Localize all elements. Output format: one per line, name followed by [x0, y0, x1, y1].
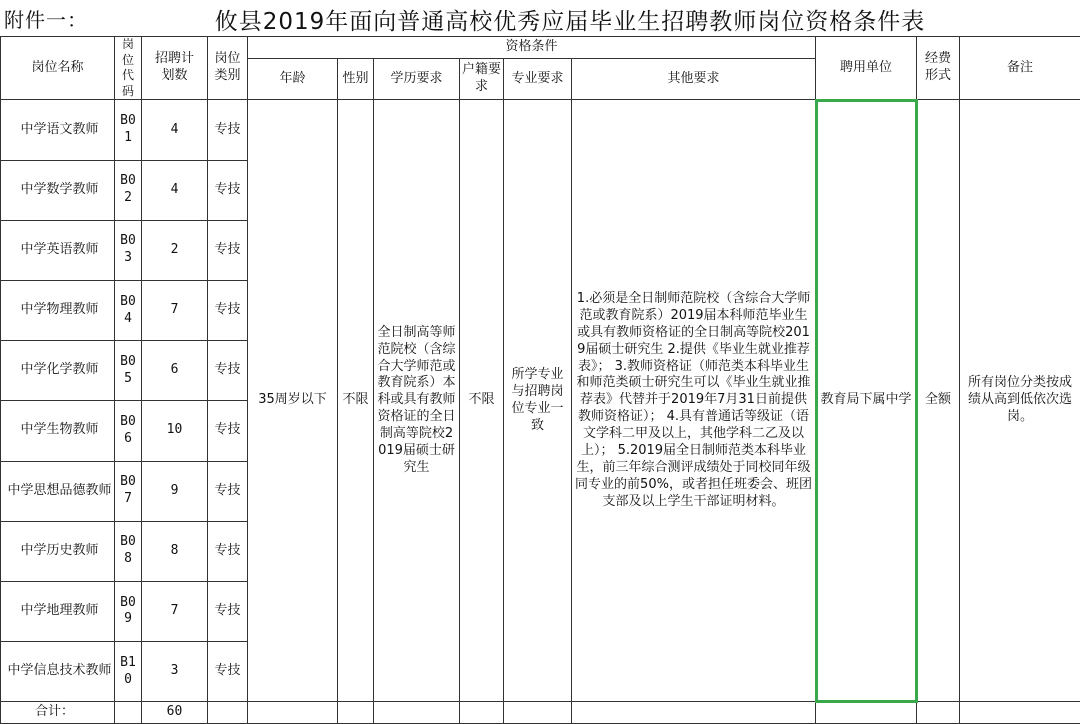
category-cell: 专技: [208, 642, 248, 702]
plan-count-cell: 4: [142, 160, 208, 220]
post-name-cell: 中学数学教师: [1, 160, 115, 220]
other-requirements-cell: 1.必须是全日制师范院校（含综合大学师范或教育院系）2019届本科师范毕业生或具有教师资格证的全日制高等院校2019届硕士研究生 2.提供《毕业生就业推荐表》； 3.教师资格证（师范类本科毕业生和师范类硕士研究生可以《毕业生就业推荐表》代替并于2019年7月31日前提供教师资格证）； 4.具有普通话等级证（语文学科二甲及以上，其他学科二乙及以上）； 5.2019届全日制师范类本科毕业生，前三年综合测评成绩处于同校同年级同专业的前50%，或者担任班委会、班团支部及以上学生干部证明材料。: [572, 100, 816, 702]
post-name-cell: 中学化学教师: [1, 341, 115, 401]
total-empty-cell: [374, 702, 460, 724]
category-cell: 专技: [208, 160, 248, 220]
plan-count-cell: 3: [142, 642, 208, 702]
post-name-cell: 中学英语教师: [1, 220, 115, 280]
header-gender: 性别: [338, 58, 374, 100]
page-title: 攸县2019年面向普通高校优秀应届毕业生招聘教师岗位资格条件表: [0, 3, 1080, 36]
post-code-cell: B02: [115, 160, 142, 220]
header-remarks: 备注: [960, 37, 1080, 100]
education-cell: 全日制高等师范院校（含综合大学师范或教育院系）本科或具有教师资格证的全日制高等院校2019届硕士研究生: [374, 100, 460, 702]
post-code-cell: B05: [115, 341, 142, 401]
post-name-cell: 中学思想品德教师: [1, 461, 115, 521]
total-empty-cell: [248, 702, 338, 724]
total-empty-cell: [816, 702, 917, 724]
post-code-cell: B07: [115, 461, 142, 521]
hukou-cell: 不限: [460, 100, 504, 702]
plan-count-cell: 2: [142, 220, 208, 280]
annex-label: 附件一：: [4, 4, 88, 33]
category-cell: 专技: [208, 521, 248, 581]
header-age: 年龄: [248, 58, 338, 100]
total-empty-cell: [115, 702, 142, 724]
header-other: 其他要求: [572, 58, 816, 100]
post-code-cell: B10: [115, 642, 142, 702]
category-cell: 专技: [208, 100, 248, 160]
total-empty-cell: [460, 702, 504, 724]
remarks-cell: 所有岗位分类按成绩从高到低依次选岗。: [960, 100, 1080, 702]
major-cell: 所学专业与招聘岗位专业一致: [504, 100, 572, 702]
category-cell: 专技: [208, 461, 248, 521]
header-post-name: 岗位名称: [1, 37, 115, 100]
category-cell: 专技: [208, 401, 248, 461]
header-unit: 聘用单位: [816, 37, 917, 100]
post-name-cell: 中学历史教师: [1, 521, 115, 581]
total-label: 合计：: [1, 702, 115, 724]
header-funding: 经费形式: [917, 37, 960, 100]
plan-count-cell: 6: [142, 341, 208, 401]
header-row-1: [1, 37, 1080, 59]
funding-cell: 全额: [917, 100, 960, 702]
unit-cell: 教育局下属中学: [816, 100, 917, 702]
total-empty-cell: [960, 702, 1080, 724]
total-empty-cell: [338, 702, 374, 724]
total-empty-cell: [572, 702, 816, 724]
post-code-cell: B03: [115, 220, 142, 280]
table-row: [1, 100, 1080, 160]
header-post-code: 岗位代码: [115, 37, 142, 100]
category-cell: 专技: [208, 341, 248, 401]
post-code-cell: B04: [115, 280, 142, 340]
post-name-cell: 中学地理教师: [1, 581, 115, 641]
post-name-cell: 中学物理教师: [1, 280, 115, 340]
post-code-cell: B01: [115, 100, 142, 160]
plan-count-cell: 8: [142, 521, 208, 581]
plan-count-cell: 9: [142, 461, 208, 521]
header-category: 岗位类别: [208, 37, 248, 100]
qualification-table: [0, 36, 1080, 724]
category-cell: 专技: [208, 581, 248, 641]
title-row: [0, 0, 1080, 36]
post-code-cell: B08: [115, 521, 142, 581]
category-cell: 专技: [208, 220, 248, 280]
plan-count-cell: 10: [142, 401, 208, 461]
post-name-cell: 中学生物教师: [1, 401, 115, 461]
header-major: 专业要求: [504, 58, 572, 100]
total-empty-cell: [917, 702, 960, 724]
age-cell: 35周岁以下: [248, 100, 338, 702]
plan-count-cell: 4: [142, 100, 208, 160]
post-code-cell: B06: [115, 401, 142, 461]
total-value: 60: [142, 702, 208, 724]
header-education: 学历要求: [374, 58, 460, 100]
post-name-cell: 中学语文教师: [1, 100, 115, 160]
post-name-cell: 中学信息技术教师: [1, 642, 115, 702]
total-row: [1, 702, 1080, 724]
plan-count-cell: 7: [142, 581, 208, 641]
header-qualifications: 资格条件: [248, 37, 816, 59]
gender-cell: 不限: [338, 100, 374, 702]
total-empty-cell: [504, 702, 572, 724]
post-code-cell: B09: [115, 581, 142, 641]
total-empty-cell: [208, 702, 248, 724]
header-plan: 招聘计划数: [142, 37, 208, 100]
category-cell: 专技: [208, 280, 248, 340]
plan-count-cell: 7: [142, 280, 208, 340]
header-hukou: 户籍要求: [460, 58, 504, 100]
